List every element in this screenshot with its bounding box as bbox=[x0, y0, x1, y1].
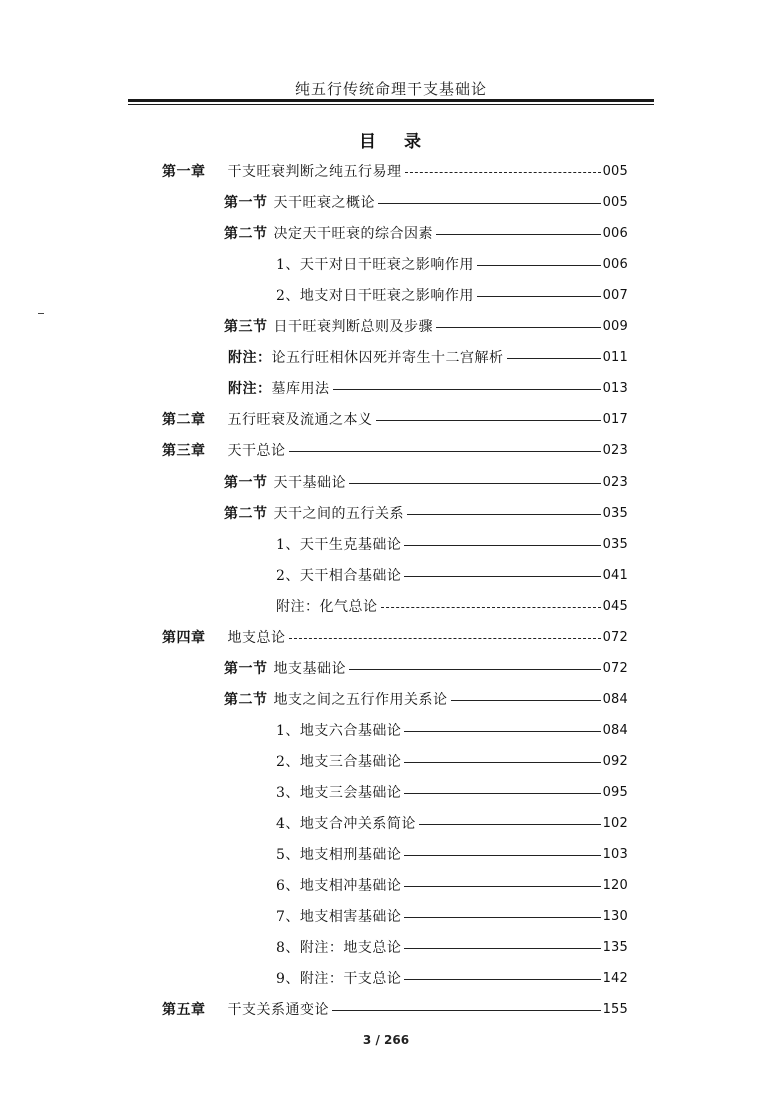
toc-entry-section[interactable] bbox=[224, 316, 628, 336]
toc-entry-page-number: 135 bbox=[602, 939, 628, 955]
toc-entry-item[interactable] bbox=[276, 782, 628, 802]
toc-entry-item[interactable] bbox=[276, 534, 628, 554]
toc-entry-note[interactable] bbox=[228, 347, 628, 367]
toc-entry-label: 附注： bbox=[228, 350, 272, 366]
toc-entry-chapter[interactable] bbox=[162, 440, 628, 460]
toc-dot-leader bbox=[378, 203, 601, 204]
toc-entry-page-number: 023 bbox=[602, 442, 628, 458]
toc-entry-page-number: 013 bbox=[602, 380, 628, 396]
toc-entry-page-number: 130 bbox=[602, 908, 628, 924]
toc-entry-title: 1、天干生克基础论 bbox=[276, 537, 402, 553]
toc-entry-page-number: 120 bbox=[602, 877, 628, 893]
toc-entry-title: 地支总论 bbox=[227, 630, 286, 646]
toc-dot-leader bbox=[376, 420, 601, 421]
toc-entry-title: 1、地支六合基础论 bbox=[276, 723, 402, 739]
toc-entry-title: 2、地支对日干旺衰之影响作用 bbox=[276, 288, 474, 304]
toc-dot-leader bbox=[404, 731, 600, 732]
toc-entry-item[interactable] bbox=[276, 596, 628, 616]
toc-entry-item[interactable] bbox=[276, 906, 628, 926]
toc-entry-item[interactable] bbox=[276, 813, 628, 833]
running-header-title: 纯五行传统命理干支基础论 bbox=[294, 80, 487, 98]
toc-dot-leader bbox=[507, 358, 601, 359]
toc-entry-page-number: 072 bbox=[602, 629, 628, 645]
toc-entry-label: 第二节 bbox=[224, 506, 268, 522]
toc-entry-chapter[interactable] bbox=[162, 161, 628, 181]
toc-entry-title: 日干旺衰判断总则及步骤 bbox=[273, 319, 433, 335]
toc-dot-leader bbox=[404, 886, 600, 887]
toc-entry-title: 1、天干对日干旺衰之影响作用 bbox=[276, 257, 474, 273]
toc-entry-label: 第二节 bbox=[224, 226, 268, 242]
toc-entry-title: 五行旺衰及流通之本义 bbox=[227, 412, 373, 428]
toc-entry-page-number: 017 bbox=[602, 411, 628, 427]
toc-entry-page-number: 095 bbox=[602, 784, 628, 800]
toc-entry-item[interactable] bbox=[276, 968, 628, 988]
toc-entry-label: 第一节 bbox=[224, 475, 268, 491]
toc-dot-leader bbox=[404, 979, 600, 980]
toc-entry-label: 第一节 bbox=[224, 661, 268, 677]
scan-artifact-mark bbox=[38, 313, 44, 314]
toc-entry-page-number: 006 bbox=[602, 225, 628, 241]
toc-dot-leader bbox=[404, 762, 600, 763]
toc-entry-title: 3、地支三会基础论 bbox=[276, 785, 402, 801]
toc-entry-title: 9、附注：干支总论 bbox=[276, 971, 402, 987]
toc-entry-title: 天干之间的五行关系 bbox=[273, 506, 404, 522]
toc-entry-title: 8、附注：地支总论 bbox=[276, 940, 402, 956]
toc-dot-leader bbox=[477, 296, 601, 297]
toc-dot-leader bbox=[436, 327, 601, 328]
toc-entry-title: 7、地支相害基础论 bbox=[276, 909, 402, 925]
toc-entry-section[interactable] bbox=[224, 689, 628, 709]
toc-entry-page-number: 103 bbox=[602, 846, 628, 862]
toc-entry-title: 论五行旺相休囚死并寄生十二宫解析 bbox=[271, 350, 504, 366]
toc-entry-item[interactable] bbox=[276, 254, 628, 274]
toc-entry-label: 第一章 bbox=[162, 164, 206, 180]
toc-entry-page-number: 084 bbox=[602, 691, 628, 707]
toc-entry-page-number: 035 bbox=[602, 536, 628, 552]
toc-entry-title: 墓库用法 bbox=[271, 381, 330, 397]
toc-entry-page-number: 007 bbox=[602, 287, 628, 303]
toc-dot-leader bbox=[404, 545, 600, 546]
toc-entry-title: 2、地支三合基础论 bbox=[276, 754, 402, 770]
toc-entry-title: 干支关系通变论 bbox=[227, 1002, 329, 1018]
toc-dot-leader bbox=[404, 855, 600, 856]
toc-entry-item[interactable] bbox=[276, 285, 628, 305]
toc-entry-section[interactable] bbox=[224, 192, 628, 212]
toc-entry-item[interactable] bbox=[276, 565, 628, 585]
toc-dot-leader bbox=[289, 451, 601, 452]
toc-entry-item[interactable] bbox=[276, 720, 628, 740]
toc-dot-leader bbox=[407, 514, 601, 515]
toc-entry-title: 天干旺衰之概论 bbox=[273, 195, 375, 211]
toc-entry-page-number: 102 bbox=[602, 815, 628, 831]
toc-entry-label: 第二节 bbox=[224, 692, 268, 708]
toc-dot-leader bbox=[289, 638, 601, 639]
toc-dot-leader bbox=[419, 824, 601, 825]
toc-entry-page-number: 005 bbox=[602, 194, 628, 210]
toc-dot-leader bbox=[404, 917, 600, 918]
toc-entry-page-number: 009 bbox=[602, 318, 628, 334]
toc-entry-item[interactable] bbox=[276, 875, 628, 895]
toc-dot-leader bbox=[332, 1010, 601, 1011]
toc-entry-item[interactable] bbox=[276, 844, 628, 864]
toc-entry-title: 干支旺衰判断之纯五行易理 bbox=[227, 164, 402, 180]
toc-entry-page-number: 142 bbox=[602, 970, 628, 986]
toc-entry-page-number: 023 bbox=[602, 474, 628, 490]
toc-entry-page-number: 035 bbox=[602, 505, 628, 521]
toc-entry-page-number: 005 bbox=[602, 163, 628, 179]
toc-dot-leader bbox=[404, 948, 600, 949]
toc-dot-leader bbox=[404, 576, 600, 577]
toc-entry-item[interactable] bbox=[276, 937, 628, 957]
toc-entry-title: 5、地支相刑基础论 bbox=[276, 847, 402, 863]
toc-entry-section[interactable] bbox=[224, 472, 628, 492]
toc-entry-page-number: 045 bbox=[602, 598, 628, 614]
toc-entry-title: 4、地支合冲关系简论 bbox=[276, 816, 416, 832]
toc-entry-title: 附注：化气总论 bbox=[276, 599, 378, 615]
toc-entry-title: 天干总论 bbox=[227, 443, 286, 459]
toc-entry-item[interactable] bbox=[276, 751, 628, 771]
toc-entry-label: 第五章 bbox=[162, 1002, 206, 1018]
toc-entry-section[interactable] bbox=[224, 503, 628, 523]
page-indicator: 3 / 266 bbox=[362, 1033, 410, 1047]
toc-dot-leader bbox=[405, 172, 601, 173]
toc-entry-label: 第一节 bbox=[224, 195, 268, 211]
toc-entry-page-number: 084 bbox=[602, 722, 628, 738]
toc-entry-chapter[interactable] bbox=[162, 409, 628, 429]
toc-dot-leader bbox=[381, 607, 601, 608]
toc-entry-title: 地支基础论 bbox=[273, 661, 346, 677]
toc-entry-page-number: 092 bbox=[602, 753, 628, 769]
toc-entry-label: 附注： bbox=[228, 381, 272, 397]
toc-dot-leader bbox=[333, 389, 601, 390]
toc-entry-title: 2、天干相合基础论 bbox=[276, 568, 402, 584]
toc-entry-label: 第四章 bbox=[162, 630, 206, 646]
toc-entry-note[interactable] bbox=[228, 378, 628, 398]
toc-entry-page-number: 006 bbox=[602, 256, 628, 272]
toc-entry-section[interactable] bbox=[224, 223, 628, 243]
toc-dot-leader bbox=[349, 483, 601, 484]
toc-entry-chapter[interactable] bbox=[162, 627, 628, 647]
toc-entry-page-number: 041 bbox=[602, 567, 628, 583]
toc-entry-page-number: 155 bbox=[602, 1001, 628, 1017]
toc-entry-label: 第三章 bbox=[162, 443, 206, 459]
toc-dot-leader bbox=[436, 234, 601, 235]
toc-dot-leader bbox=[404, 793, 600, 794]
toc-entry-title: 6、地支相冲基础论 bbox=[276, 878, 402, 894]
toc-entry-page-number: 011 bbox=[602, 349, 628, 365]
toc-title: 目 录 bbox=[359, 132, 423, 152]
toc-dot-leader bbox=[451, 700, 601, 701]
toc-entry-title: 天干基础论 bbox=[273, 475, 346, 491]
toc-entry-section[interactable] bbox=[224, 658, 628, 678]
toc-dot-leader bbox=[349, 669, 601, 670]
toc-entry-chapter[interactable] bbox=[162, 999, 628, 1019]
toc-entry-label: 第二章 bbox=[162, 412, 206, 428]
toc-entry-title: 决定天干旺衰的综合因素 bbox=[273, 226, 433, 242]
toc-entry-page-number: 072 bbox=[602, 660, 628, 676]
toc-entry-title: 地支之间之五行作用关系论 bbox=[273, 692, 448, 708]
toc-dot-leader bbox=[477, 265, 601, 266]
toc-entry-label: 第三节 bbox=[224, 319, 268, 335]
